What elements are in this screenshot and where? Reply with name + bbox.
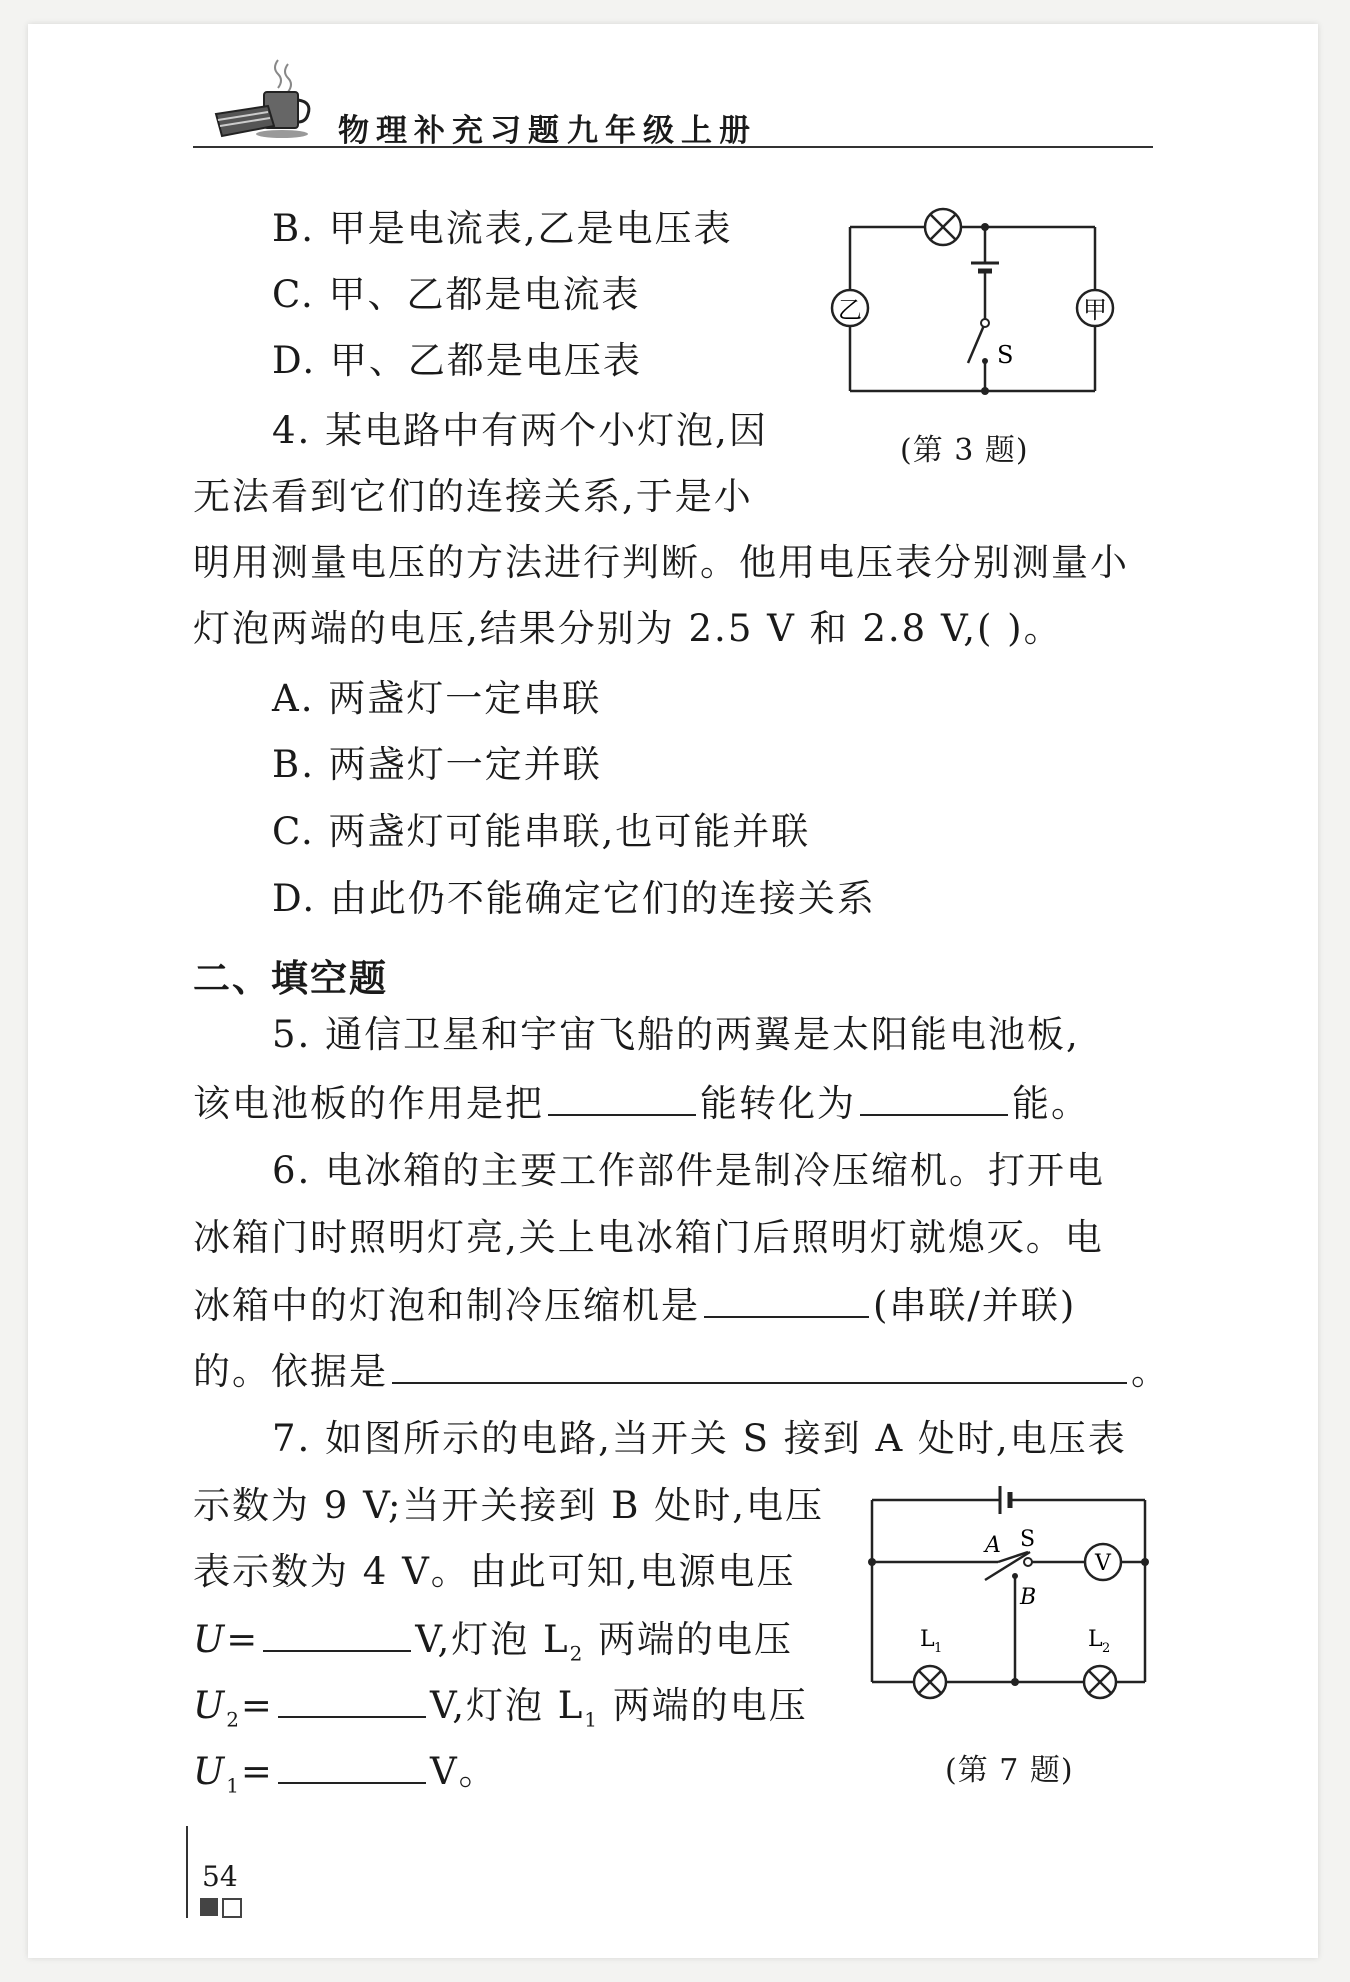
q4-option-b: B. 两盏灯一定并联 bbox=[272, 743, 602, 786]
q7-sub-4: 1 bbox=[226, 1773, 241, 1798]
q7-eq-2: = bbox=[240, 1684, 274, 1727]
q5-text-a: 该电池板的作用是把 bbox=[193, 1082, 544, 1125]
q6-text-c: 的。依据是 bbox=[193, 1350, 388, 1393]
label-a: A bbox=[985, 1533, 1001, 1558]
q5-line-2 bbox=[193, 1082, 1090, 1125]
q7-text-5: V。 bbox=[429, 1750, 498, 1793]
q7-text-4: 两端的电压 bbox=[599, 1684, 808, 1727]
q3-option-d: D. 甲、乙都是电压表 bbox=[272, 339, 642, 382]
q6-line-2: 冰箱门时照明灯亮,关上电冰箱门后照明灯就熄灭。电 bbox=[193, 1216, 1104, 1259]
q3-figure-caption: (第 3 题) bbox=[900, 433, 1029, 468]
q4-line-2: 无法看到它们的连接关系,于是小 bbox=[193, 475, 753, 518]
label-l2: L bbox=[1088, 1627, 1103, 1652]
label-yi: 乙 bbox=[838, 296, 862, 324]
q5-line-1: 5. 通信卫星和宇宙飞船的两翼是太阳能电池板, bbox=[272, 1013, 1080, 1056]
q6-text-a: 冰箱中的灯泡和制冷压缩机是 bbox=[193, 1284, 700, 1327]
q6-blank-2[interactable] bbox=[392, 1352, 1127, 1384]
q7-line-1: 7. 如图所示的电路,当开关 S 接到 A 处时,电压表 bbox=[272, 1417, 1127, 1460]
q7-eq-1: = bbox=[226, 1618, 260, 1661]
footer-square-filled bbox=[200, 1898, 218, 1916]
q7-blank-3[interactable] bbox=[278, 1752, 426, 1784]
header-rule bbox=[193, 146, 1153, 148]
book-cup-icon bbox=[212, 56, 316, 142]
q4-option-c: C. 两盏灯可能串联,也可能并联 bbox=[272, 810, 811, 853]
q3-circuit-diagram bbox=[830, 195, 1120, 405]
q7-blank-2[interactable] bbox=[278, 1686, 426, 1718]
label-s: S bbox=[1020, 1527, 1036, 1552]
q6-blank-1[interactable] bbox=[704, 1286, 869, 1318]
q3-option-b: B. 甲是电流表,乙是电压表 bbox=[272, 207, 733, 250]
footer-square-empty bbox=[222, 1898, 242, 1918]
label-switch-s: S bbox=[997, 341, 1014, 369]
q7-circuit-diagram bbox=[860, 1470, 1160, 1700]
q5-text-b: 能转化为 bbox=[700, 1082, 856, 1125]
q7-line-2: 示数为 9 V;当开关接到 B 处时,电压 bbox=[193, 1484, 825, 1527]
q4-option-a: A. 两盏灯一定串联 bbox=[272, 677, 602, 720]
page-number: 54 bbox=[202, 1860, 238, 1893]
q4-line-3: 明用测量电压的方法进行判断。他用电压表分别测量小 bbox=[193, 541, 1129, 584]
q7-blank-1[interactable] bbox=[263, 1620, 411, 1652]
q7-eq-3: = bbox=[240, 1750, 274, 1793]
q7-sub-3: 1 bbox=[584, 1707, 600, 1732]
q7-line-4 bbox=[193, 1618, 794, 1666]
q7-line-6 bbox=[193, 1750, 498, 1798]
q4-option-d: D. 由此仍不能确定它们的连接关系 bbox=[272, 877, 876, 920]
footer-rule bbox=[186, 1826, 188, 1918]
q7-var-u: U bbox=[193, 1618, 227, 1661]
q6-line-4 bbox=[193, 1350, 1170, 1393]
label-l1: L bbox=[920, 1627, 935, 1652]
q7-text-3: V,灯泡 L bbox=[429, 1684, 585, 1727]
q7-text-2: 两端的电压 bbox=[584, 1618, 794, 1661]
q6-line-3 bbox=[193, 1284, 1077, 1327]
q7-text-1: V,灯泡 L bbox=[415, 1618, 570, 1661]
q7-sub-2: 2 bbox=[226, 1707, 241, 1732]
header-subtitle: 九年级上册 bbox=[567, 113, 757, 149]
header-title: 物理补充习题 bbox=[338, 113, 566, 149]
q6-line-1: 6. 电冰箱的主要工作部件是制冷压缩机。打开电 bbox=[272, 1149, 1106, 1192]
q7-var-u1: U bbox=[193, 1750, 227, 1793]
q4-line-1: 4. 某电路中有两个小灯泡,因 bbox=[272, 409, 768, 452]
q5-blank-1[interactable] bbox=[548, 1084, 696, 1116]
q5-blank-2[interactable] bbox=[860, 1084, 1008, 1116]
q7-line-5 bbox=[193, 1684, 808, 1732]
q3-option-c: C. 甲、乙都是电流表 bbox=[272, 273, 641, 316]
q7-var-u2: U bbox=[193, 1684, 227, 1727]
q4-line-4: 灯泡两端的电压,结果分别为 2.5 V 和 2.8 V,( )。 bbox=[193, 607, 1063, 650]
q7-line-3: 表示数为 4 V。由此可知,电源电压 bbox=[193, 1550, 796, 1593]
q6-text-d: 。 bbox=[1131, 1350, 1170, 1393]
q5-text-c: 能。 bbox=[1012, 1082, 1090, 1125]
label-v: V bbox=[1095, 1551, 1111, 1576]
label-l2-sub: 2 bbox=[1102, 1641, 1111, 1656]
q6-text-b: (串联/并联) bbox=[873, 1284, 1077, 1327]
label-l1-sub: 1 bbox=[934, 1641, 943, 1656]
label-b: B bbox=[1020, 1585, 1037, 1610]
section-title: 二、填空题 bbox=[193, 956, 388, 1000]
q7-figure-caption: (第 7 题) bbox=[945, 1753, 1074, 1788]
q7-sub-1: 2 bbox=[569, 1641, 585, 1666]
label-jia: 甲 bbox=[1083, 296, 1107, 324]
